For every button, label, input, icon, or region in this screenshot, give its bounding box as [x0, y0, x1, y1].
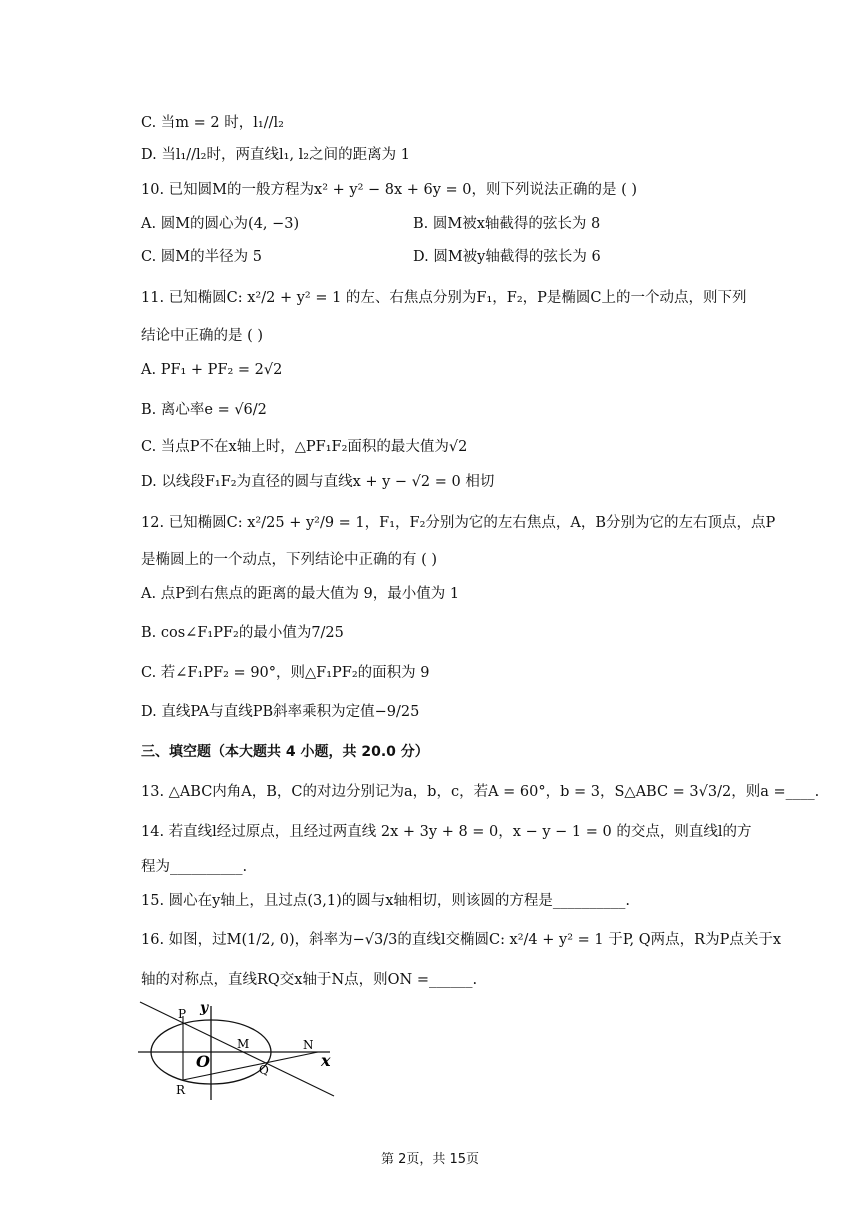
- question-12: 12. 已知椭圆C: x²/25 + y²/9 = 1，F₁，F₂分别为它的左右焦点，A，B分别为它的左右顶点，点P: [141, 515, 776, 531]
- label-x: x: [321, 1051, 331, 1070]
- ellipse-figure: [138, 996, 338, 1100]
- question-11-cont: 结论中正确的是 ( ): [141, 328, 264, 344]
- option-11d: D. 以线段F₁F₂为直径的圆与直线x + y − √2 = 0 相切: [141, 474, 495, 490]
- question-16: 16. 如图，过M(1/2, 0)，斜率为−√3/3的直线l交椭圆C: x²/4 + y² = 1 于P, Q两点，R为P点关于x: [141, 932, 782, 948]
- question-13: 13. △ABC内角A，B，C的对边分别记为a，b，c，若A = 60°，b = 3，S△ABC = 3√3/2，则a =____.: [141, 784, 820, 800]
- label-m: M: [237, 1037, 250, 1051]
- option-12c: C. 若∠F₁PF₂ = 90°，则△F₁PF₂的面积为 9: [141, 665, 430, 681]
- option-12a: A. 点P到右焦点的距离的最大值为 9，最小值为 1: [141, 586, 460, 602]
- line-9c: C. 当m = 2 时，l₁//l₂: [141, 115, 284, 131]
- label-p: P: [178, 1007, 187, 1021]
- question-10: 10. 已知圆M的一般方程为x² + y² − 8x + 6y = 0，则下列说法正确的是 ( ): [141, 182, 638, 198]
- option-11c: C. 当点P不在x轴上时，△PF₁F₂面积的最大值为√2: [141, 439, 468, 455]
- option-10c: C. 圆M的半径为 5: [141, 249, 262, 265]
- label-q: Q: [259, 1063, 269, 1077]
- option-10a: A. 圆M的圆心为(4, −3): [141, 216, 300, 232]
- option-10b: B. 圆M被x轴截得的弦长为 8: [413, 216, 601, 232]
- question-14: 14. 若直线l经过原点，且经过两直线 2x + 3y + 8 = 0，x − y − 1 = 0 的交点，则直线l的方: [141, 824, 752, 840]
- question-14-cont: 程为__________.: [141, 859, 248, 875]
- question-12-cont: 是椭圆上的一个动点，下列结论中正确的有 ( ): [141, 552, 438, 568]
- option-11b: B. 离心率e = √6/2: [141, 402, 267, 418]
- question-11: 11. 已知椭圆C: x²/2 + y² = 1 的左、右焦点分别为F₁，F₂，P是椭圆C上的一个动点，则下列: [141, 290, 747, 306]
- page-footer: 第 2页，共 15页: [380, 1152, 480, 1167]
- label-n: N: [303, 1038, 314, 1052]
- label-y: y: [200, 1000, 209, 1016]
- label-r: R: [176, 1083, 186, 1097]
- option-12d: D. 直线PA与直线PB斜率乘积为定值−9/25: [141, 704, 420, 720]
- label-o: O: [196, 1052, 210, 1071]
- option-10d: D. 圆M被y轴截得的弦长为 6: [413, 249, 601, 265]
- option-12b: B. cos∠F₁PF₂的最小值为7/25: [141, 625, 344, 641]
- question-15: 15. 圆心在y轴上，且过点(3,1)的圆与x轴相切，则该圆的方程是__________.: [141, 893, 631, 909]
- option-11a: A. PF₁ + PF₂ = 2√2: [141, 362, 283, 378]
- question-16-cont: 轴的对称点，直线RQ交x轴于N点，则ON =______.: [141, 972, 478, 988]
- line-9d: D. 当l₁//l₂时，两直线l₁, l₂之间的距离为 1: [141, 147, 410, 163]
- section-heading: 三、填空题（本大题共 4 小题，共 20.0 分）: [141, 744, 429, 760]
